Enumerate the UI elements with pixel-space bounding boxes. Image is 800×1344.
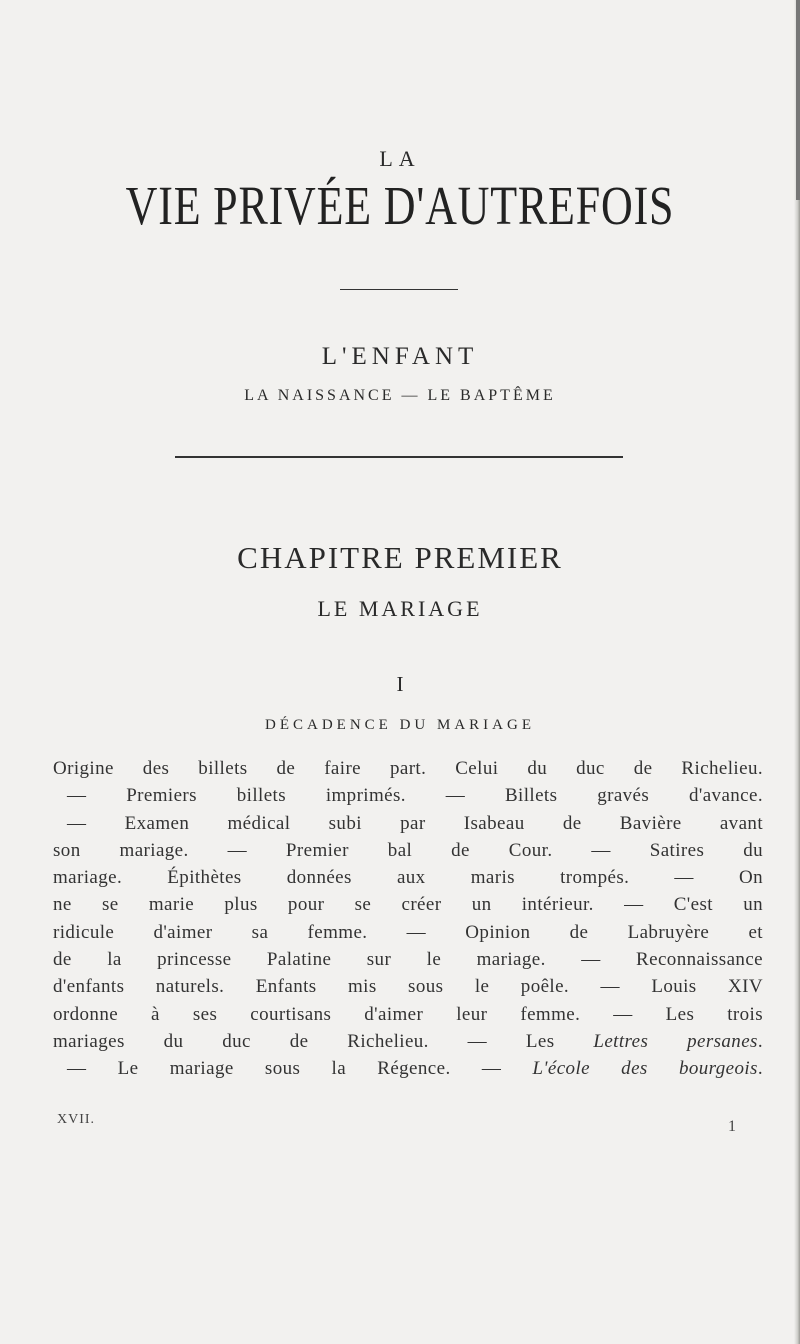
summary-text: — Le mariage sous la Régence. —	[67, 1058, 533, 1080]
chapter-subject: LE MARIAGE	[317, 596, 483, 621]
section-number: I	[396, 672, 404, 696]
section-divider	[175, 456, 623, 458]
book-title: VIE PRIVÉE D'AUTREFOIS	[125, 175, 675, 236]
series-label: LA	[379, 146, 421, 171]
summary-line	[53, 1055, 763, 1082]
summary-line: ne se marie plus pour se créer un intérieur. — C'est un	[53, 894, 763, 916]
summary-line: son mariage. — Premier bal de Cour. — Satires du	[53, 839, 763, 861]
page-edge-shadow	[796, 0, 800, 200]
italic-title: L'école des bourgeois	[532, 1058, 758, 1080]
summary-line	[53, 1028, 763, 1055]
summary-line: mariage. Épithètes données aux maris trompés. — On	[53, 867, 763, 889]
summary-line: — Examen médical subi par Isabeau de Bavière avant	[67, 812, 763, 834]
summary-line: ordonne à ses courtisans d'aimer leur femme. — Les trois	[53, 1003, 763, 1025]
summary-line: ridicule d'aimer sa femme. — Opinion de Labruyère et	[53, 921, 763, 943]
summary-text: mariages du duc de Richelieu. — Les	[53, 1030, 594, 1052]
summary-line: Origine des billets de faire part. Celui du duc de Richelieu.	[53, 758, 763, 779]
title-divider	[340, 289, 458, 290]
chapter-heading: CHAPITRE PREMIER	[237, 540, 563, 575]
italic-title: Lettres persanes	[593, 1030, 758, 1052]
chapter-summary	[53, 755, 763, 1083]
summary-text: .	[757, 1030, 763, 1052]
summary-text: .	[757, 1058, 763, 1080]
summary-line: — Premiers billets imprimés. — Billets gravés d'avance.	[67, 785, 763, 807]
section-title: DÉCADENCE DU MARIAGE	[265, 717, 535, 733]
volume-subtitle: L'ENFANT	[321, 343, 479, 370]
signature-mark: XVII.	[57, 1112, 96, 1127]
summary-line: de la princesse Palatine sur le mariage. — Reconnaissance	[53, 949, 763, 971]
volume-subsubtitle: LA NAISSANCE — LE BAPTÊME	[244, 387, 556, 404]
page-mark: 1	[728, 1118, 736, 1135]
page-edge	[794, 0, 800, 1344]
summary-line: d'enfants naturels. Enfants mis sous le poêle. — Louis XIV	[53, 976, 763, 998]
